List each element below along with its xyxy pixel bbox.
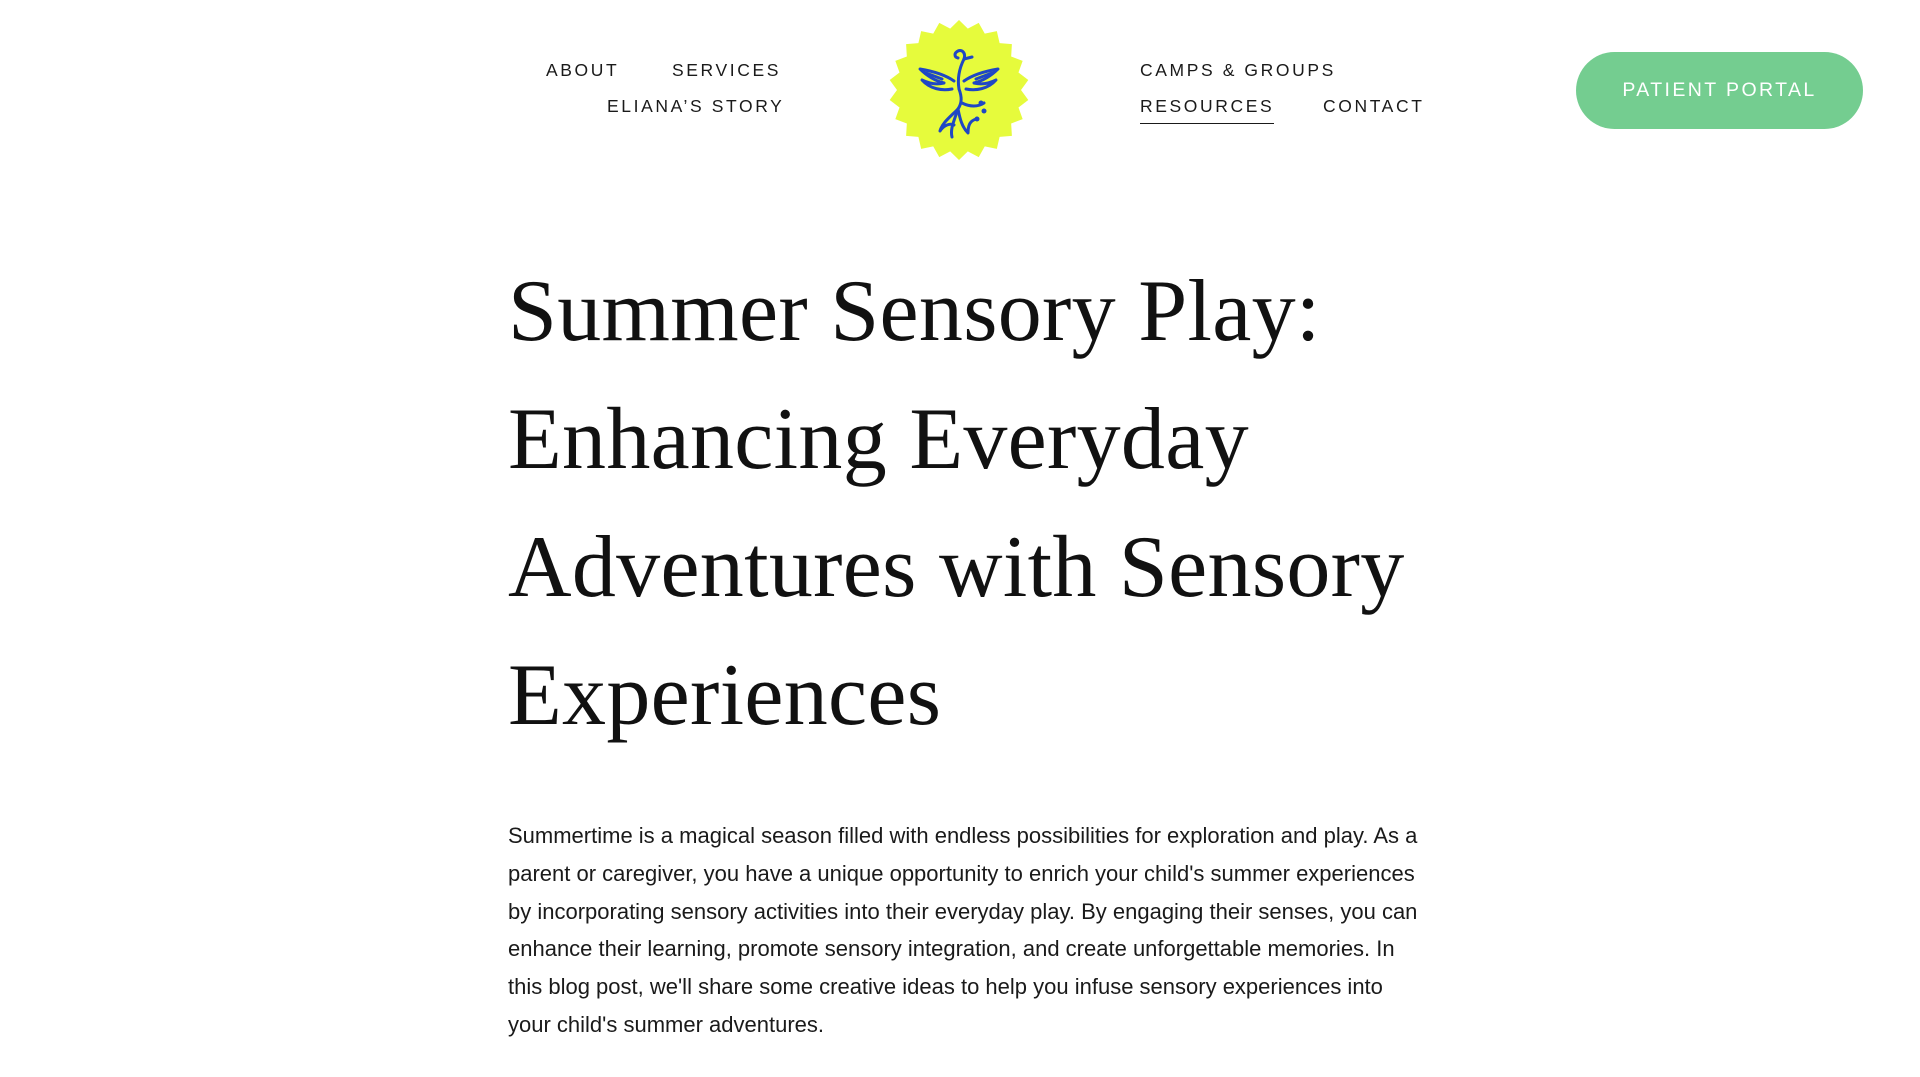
nav-link-camps-groups[interactable]: CAMPS & GROUPS [1140,60,1336,80]
nav-link-resources[interactable]: RESOURCES [1140,95,1274,124]
article-header [508,248,1428,760]
patient-portal-button[interactable]: PATIENT PORTAL [1576,52,1863,129]
nav-link-contact[interactable]: CONTACT [1323,96,1425,116]
article-intro-paragraph: Summertime is a magical season filled with endless possibilities for exploration and play. As a parent or caregiver, you have a unique opportunity to enrich your child's summer experiences by incorporating sensory activities into their everyday play. By engaging their senses, you can enhance their learning, promote sensory integration, and create unforgettable memories. In this blog post, we'll share some creative ideas to help you infuse sensory experiences into your child's summer adventures. [508,823,1418,1037]
site-logo[interactable] [888,19,1030,161]
nav-link-elianas-story[interactable]: ELIANA’S STORY [607,96,785,116]
nav-link-about[interactable]: ABOUT [546,60,620,80]
nav-link-services[interactable]: SERVICES [672,60,781,80]
phoenix-seal-icon [888,19,1030,161]
article-title: Summer Sensory Play: Enhancing Everyday Adventures with Sensory Experiences [508,263,1405,744]
site-header [0,0,1920,185]
